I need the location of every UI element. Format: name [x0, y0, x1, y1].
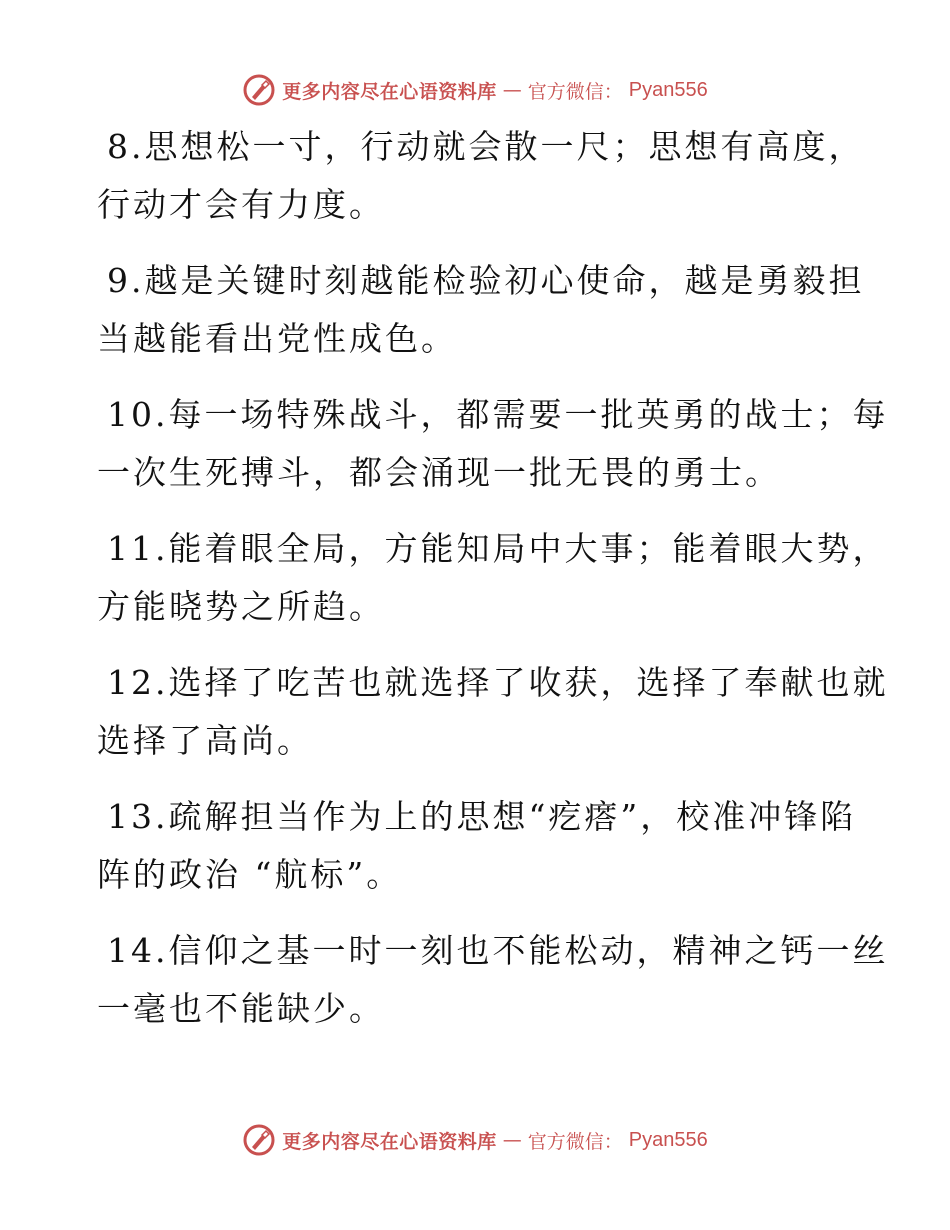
quote-item — [97, 118, 865, 234]
quote-item — [97, 654, 889, 770]
quote-line: 13.疏解担当作为上的思想“疙瘩”，校准冲锋陷 — [107, 797, 857, 836]
quote-line: 12.选择了吃苦也就选择了收获，选择了奉献也就 — [107, 663, 889, 702]
footer-watermark — [0, 1120, 950, 1160]
quote-line: 一次生死搏斗，都会涌现一批无畏的勇士。 — [97, 453, 781, 492]
watermark-title: 更多内容尽在心语资料库 — [282, 1130, 497, 1153]
quote-line: 14.信仰之基一时一刻也不能松动，精神之钙一丝 — [107, 931, 889, 970]
watermark-wechat-id: Pyan556 — [628, 1128, 708, 1151]
quote-item — [97, 788, 857, 904]
quote-line: 9.越是关键时刻越能检验初心使命，越是勇毅担 — [107, 261, 865, 300]
quote-list — [97, 118, 889, 1056]
quote-item — [97, 922, 889, 1038]
watermark-separator: — — [502, 79, 522, 101]
quote-item — [97, 520, 889, 636]
quote-line: 一毫也不能缺少。 — [97, 989, 385, 1028]
quote-line: 8.思想松一寸，行动就会散一尺；思想有高度， — [107, 127, 865, 166]
watermark-wechat-id: Pyan556 — [628, 78, 708, 101]
watermark-label: 官方微信： — [527, 1130, 623, 1153]
pen-nib-circle-icon — [242, 1123, 276, 1157]
watermark-separator: — — [502, 1129, 522, 1151]
watermark-label: 官方微信： — [527, 80, 623, 103]
quote-line: 方能晓势之所趋。 — [97, 587, 385, 626]
header-watermark — [0, 70, 950, 110]
quote-item — [97, 386, 889, 502]
watermark-title: 更多内容尽在心语资料库 — [282, 80, 497, 103]
quote-line: 当越能看出党性成色。 — [97, 319, 457, 358]
quote-line: 行动才会有力度。 — [97, 185, 385, 224]
quote-line: 10.每一场特殊战斗，都需要一批英勇的战士；每 — [107, 395, 889, 434]
quote-line: 11.能着眼全局，方能知局中大事；能着眼大势， — [107, 529, 889, 568]
quote-line: 选择了高尚。 — [97, 721, 313, 760]
quote-item — [97, 252, 865, 368]
pen-nib-circle-icon — [242, 73, 276, 107]
quote-line: 阵的政治 “航标”。 — [97, 855, 403, 894]
